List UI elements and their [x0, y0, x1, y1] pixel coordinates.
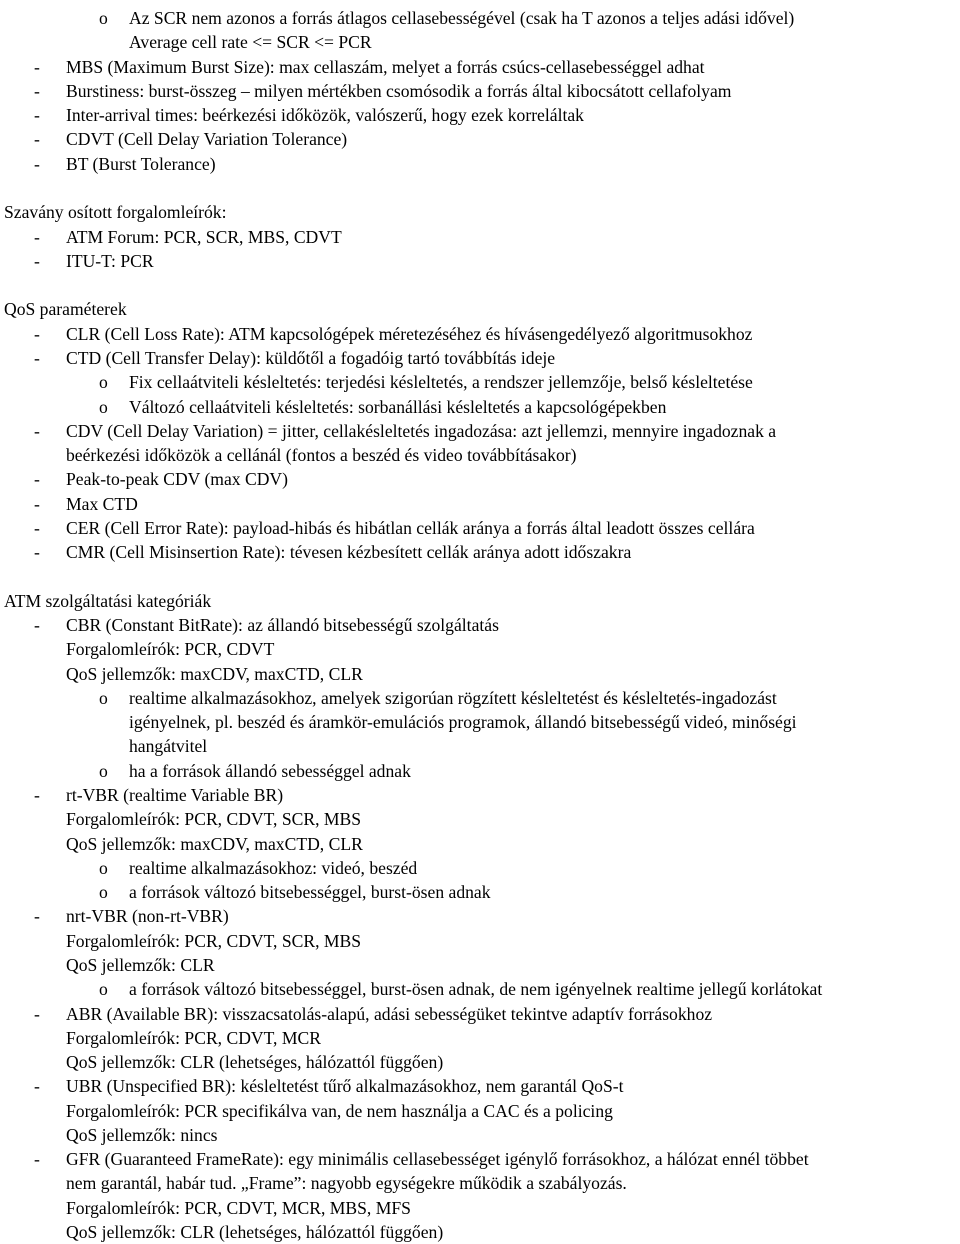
- dash-bullet-marker: -: [34, 153, 40, 174]
- line-text: Az SCR nem azonos a forrás átlagos cellasebességével (csak ha T azonos a teljes adási idővel): [129, 8, 795, 28]
- line-text: Forgalomleírók: PCR, CDVT: [66, 639, 275, 660]
- line-text: GFR (Guaranteed FrameRate): egy minimális cellasebességet igénylő forrásokhoz, a hálózat ennél többet: [66, 1149, 809, 1170]
- line-text: a források változó bitsebességgel, burst-ösen adnak: [129, 882, 491, 903]
- document-line: [0, 734, 960, 758]
- dash-bullet-marker: -: [34, 226, 40, 247]
- line-text: ATM Forum: PCR, SCR, MBS, CDVT: [66, 226, 342, 247]
- line-text: QoS jellemzők: maxCDV, maxCTD, CLR: [66, 833, 363, 854]
- dash-bullet-marker: -: [34, 323, 40, 344]
- dash-bullet-marker: -: [34, 785, 40, 805]
- line-text: nrt-VBR (non-rt-VBR): [66, 906, 229, 927]
- document-line: [0, 443, 960, 467]
- line-text: a források változó bitsebességgel, burst-ösen adnak, de nem igényelnek realtime jellegű korlátokat: [129, 979, 823, 1000]
- o-bullet-marker: o: [99, 857, 108, 878]
- dash-bullet-marker: -: [34, 105, 40, 126]
- document-line: [0, 249, 960, 273]
- document-line: [0, 1220, 960, 1244]
- dash-bullet-marker: -: [34, 469, 40, 490]
- dash-bullet-marker: -: [34, 1076, 40, 1097]
- line-text: CBR (Constant BitRate): az állandó bitsebességű szolgáltatás: [66, 615, 499, 635]
- dash-bullet-marker: -: [34, 493, 40, 514]
- document-line: [0, 1171, 960, 1195]
- line-text: BT (Burst Tolerance): [66, 153, 216, 174]
- document-line: [0, 832, 960, 856]
- document-line: [0, 395, 960, 419]
- document-line: [0, 1099, 960, 1123]
- document-line: [0, 370, 960, 394]
- document-line: [0, 516, 960, 540]
- document-line: [0, 55, 960, 79]
- dash-bullet-marker: -: [34, 420, 40, 441]
- line-text: igényelnek, pl. beszéd és áramkör-emulációs programok, állandó bitsebességű videó, minőségi: [129, 712, 797, 733]
- document-line: [0, 564, 960, 588]
- section-heading: QoS paraméterek: [4, 299, 127, 320]
- document-line: [0, 419, 960, 443]
- document-line: [0, 200, 960, 224]
- line-text: QoS jellemzők: CLR (lehetséges, hálózattól függően): [66, 1222, 444, 1242]
- document-line: [0, 880, 960, 904]
- document-line: [0, 856, 960, 880]
- document-line: [0, 30, 960, 54]
- dash-bullet-marker: -: [34, 615, 40, 635]
- line-text: MBS (Maximum Burst Size): max cellaszám, melyet a forrás csúcs-cellasebességgel adhat: [66, 56, 705, 77]
- document-line: [0, 1147, 960, 1171]
- line-text: nem garantál, habár tud. „Frame”: nagyobb egységekre működik a szabályozás.: [66, 1173, 627, 1194]
- document-line: [0, 686, 960, 710]
- document-line: [0, 346, 960, 370]
- dash-bullet-marker: -: [34, 906, 40, 927]
- line-text: QoS jellemzők: maxCDV, maxCTD, CLR: [66, 663, 363, 684]
- line-text: Burstiness: burst-összeg – milyen mértékben csomósodik a forrás által kibocsátott cellafolyam: [66, 80, 732, 101]
- line-text: UBR (Unspecified BR): késleltetést tűrő alkalmazásokhoz, nem garantál QoS-t: [66, 1076, 624, 1097]
- document-line: [0, 176, 960, 200]
- line-text: ABR (Available BR): visszacsatolás-alapú, adási sebességüket tekintve adaptív forrásokhoz: [66, 1003, 713, 1024]
- document-line: [0, 492, 960, 516]
- document-line: [0, 662, 960, 686]
- section-heading: ATM szolgáltatási kategóriák: [4, 590, 212, 611]
- document-line: [0, 710, 960, 734]
- dash-bullet-marker: -: [34, 1003, 40, 1024]
- o-bullet-marker: o: [99, 396, 108, 417]
- dash-bullet-marker: -: [34, 129, 40, 150]
- line-text: Peak-to-peak CDV (max CDV): [66, 469, 288, 490]
- document-line: [0, 613, 960, 637]
- document-line: [0, 297, 960, 321]
- o-bullet-marker: o: [99, 8, 108, 28]
- line-text: Average cell rate <= SCR <= PCR: [129, 32, 372, 53]
- line-text: realtime alkalmazásokhoz: videó, beszéd: [129, 857, 418, 878]
- line-text: QoS jellemzők: nincs: [66, 1124, 218, 1145]
- section-heading: Szavány osított forgalomleírók:: [4, 202, 227, 223]
- o-bullet-marker: o: [99, 372, 108, 393]
- line-text: QoS jellemzők: CLR (lehetséges, hálózattól függően): [66, 1052, 444, 1072]
- document-line: [0, 467, 960, 491]
- dash-bullet-marker: -: [34, 250, 40, 271]
- document-line: [0, 1196, 960, 1220]
- line-text: Forgalomleírók: PCR, CDVT, SCR, MBS: [66, 930, 362, 951]
- line-text: Forgalomleírók: PCR, CDVT, SCR, MBS: [66, 809, 362, 830]
- line-text: realtime alkalmazásokhoz, amelyek szigorúan rögzített késleltetést és késleltetés-ingadozást: [129, 687, 777, 708]
- document-line: [0, 1026, 960, 1050]
- line-text: hangátvitel: [129, 736, 208, 757]
- line-text: CLR (Cell Loss Rate): ATM kapcsológépek méretezéséhez és hívásengedélyező algoritmusokhoz: [66, 323, 753, 344]
- document-line: [0, 783, 960, 807]
- document-line: [0, 807, 960, 831]
- dash-bullet-marker: -: [34, 517, 40, 538]
- line-text: Fix cellaátviteli késleltetés: terjedési késleltetés, a rendszer jellemzője, belső késleltetése: [129, 372, 753, 393]
- document-line: [0, 152, 960, 176]
- line-text: CTD (Cell Transfer Delay): küldőtől a fogadóig tartó továbbítás ideje: [66, 347, 556, 368]
- dash-bullet-marker: -: [34, 56, 40, 77]
- line-text: Változó cellaátviteli késleltetés: sorbanállási késleltetés a kapcsológépekben: [129, 396, 667, 417]
- document-line: [0, 6, 960, 30]
- line-text: CER (Cell Error Rate): payload-hibás és hibátlan cellák aránya a forrás által leadott összes cellára: [66, 517, 755, 538]
- document-line: [0, 904, 960, 928]
- document-line: [0, 759, 960, 783]
- line-text: CDVT (Cell Delay Variation Tolerance): [66, 129, 348, 150]
- line-text: Inter-arrival times: beérkezési időközök, valószerű, hogy ezek korreláltak: [66, 105, 584, 126]
- o-bullet-marker: o: [99, 979, 108, 1000]
- dash-bullet-marker: -: [34, 542, 40, 563]
- line-text: Forgalomleírók: PCR, CDVT, MCR, MBS, MFS: [66, 1197, 411, 1218]
- line-text: Forgalomleírók: PCR specifikálva van, de nem használja a CAC és a policing: [66, 1100, 613, 1121]
- o-bullet-marker: o: [99, 687, 108, 708]
- dash-bullet-marker: -: [34, 80, 40, 101]
- document-line: [0, 540, 960, 564]
- document-line: [0, 127, 960, 151]
- o-bullet-marker: o: [99, 882, 108, 903]
- line-text: CMR (Cell Misinsertion Rate): tévesen kézbesített cellák aránya adott időszakra: [66, 542, 632, 563]
- document-line: [0, 1074, 960, 1098]
- document-line: [0, 79, 960, 103]
- document-line: [0, 929, 960, 953]
- dash-bullet-marker: -: [34, 1149, 40, 1170]
- document-line: [0, 1050, 960, 1074]
- line-text: ITU-T: PCR: [66, 250, 154, 271]
- line-text: QoS jellemzők: CLR: [66, 954, 215, 975]
- document-line: [0, 637, 960, 661]
- dash-bullet-marker: -: [34, 347, 40, 368]
- document-line: [0, 1002, 960, 1026]
- document-line: [0, 977, 960, 1001]
- line-text: Forgalomleírók: PCR, CDVT, MCR: [66, 1027, 321, 1048]
- line-text: ha a források állandó sebességgel adnak: [129, 760, 411, 781]
- document-line: [0, 1123, 960, 1147]
- line-text: CDV (Cell Delay Variation) = jitter, cellakésleltetés ingadozása: azt jellemzi, mennyire ingadoznak a: [66, 420, 777, 441]
- o-bullet-marker: o: [99, 760, 108, 781]
- document-line: [0, 273, 960, 297]
- line-text: rt-VBR (realtime Variable BR): [66, 785, 284, 805]
- document-line: [0, 953, 960, 977]
- document-line: [0, 322, 960, 346]
- line-text: beérkezési időközök a cellánál (fontos a beszéd és video továbbításakor): [66, 445, 577, 465]
- line-text: Max CTD: [66, 493, 138, 514]
- document-line: [0, 225, 960, 249]
- document-line: [0, 103, 960, 127]
- document-line: [0, 589, 960, 613]
